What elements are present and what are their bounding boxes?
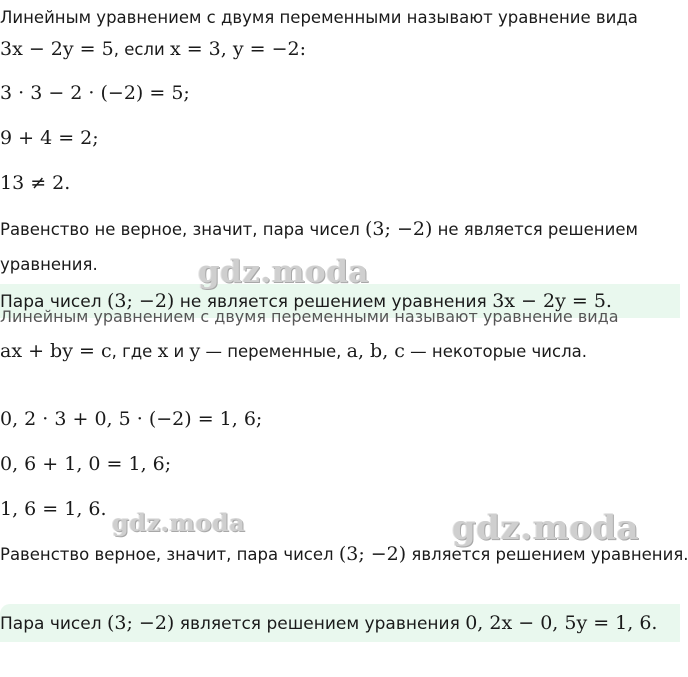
watermark-logo: gdz.moda (452, 508, 640, 548)
definition-text-3: — некоторые числа. (404, 342, 587, 361)
answer-text: Пара чисел (0, 292, 107, 312)
conclusion2-text: Равенство верное, значит, пара чисел (0, 545, 339, 564)
conclusion-text: Равенство не верное, значит, пара чисел (0, 220, 365, 239)
variable-values: x = 3, y = −2: (169, 38, 306, 60)
calc2-line-1: 0, 2 · 3 + 0, 5 · (−2) = 1, 6; (0, 408, 263, 430)
calc2-line-2: 0, 6 + 1, 0 = 1, 6; (0, 453, 172, 475)
definition-text: Линейным уравнением с двумя переменными называют уравнение вида (0, 8, 638, 27)
condition-text: , если (113, 40, 170, 59)
conclusion-line-2: уравнения. (0, 255, 98, 274)
answer2-pair: (3; −2) (106, 612, 175, 634)
answer2-highlight (0, 604, 680, 642)
definition-text-1: , где (111, 342, 158, 361)
calc-line-2: 9 + 4 = 2; (0, 127, 99, 149)
answer2-line (0, 611, 657, 636)
conclusion-text-end: не является решением (432, 220, 638, 239)
calc-line-3: 13 ≠ 2. (0, 172, 71, 194)
cut-off-line: Линейным уравнением с двумя переменными называют уравнение вида (0, 307, 619, 326)
answer-equation: 3x − 2y = 5. (492, 290, 612, 312)
answer-pair: (3; −2) (106, 290, 175, 312)
calc2-line-3: 1, 6 = 1, 6. (0, 498, 107, 520)
coefficients: a, b, c (346, 340, 405, 362)
answer2-text-mid: является решением уравнения (174, 614, 466, 634)
general-equation: ax + by = c (0, 340, 112, 362)
definition-line (0, 7, 638, 29)
equation: 3x − 2y = 5 (0, 38, 114, 60)
conclusion2-text-end: является решением уравнения. (406, 545, 688, 564)
definition-text-2: — переменные, (200, 342, 347, 361)
watermark-logo: gdz.moda (198, 254, 369, 290)
conclusion-line (0, 218, 638, 241)
definition-and: и (168, 342, 190, 361)
answer-text-mid: не является решением уравнения (174, 292, 493, 312)
var-y: y (189, 340, 201, 362)
var-x: x (157, 340, 169, 362)
answer2-equation: 0, 2x − 0, 5y = 1, 6. (465, 612, 658, 634)
number-pair: (3; −2) (365, 218, 433, 240)
watermark-logo: gdz.moda (112, 508, 246, 537)
calc-line-1: 3 · 3 − 2 · (−2) = 5; (0, 82, 190, 104)
answer2-text: Пара чисел (0, 614, 107, 634)
definition-general-line (0, 340, 587, 363)
number-pair-2: (3; −2) (338, 543, 407, 565)
condition-line (0, 38, 306, 61)
